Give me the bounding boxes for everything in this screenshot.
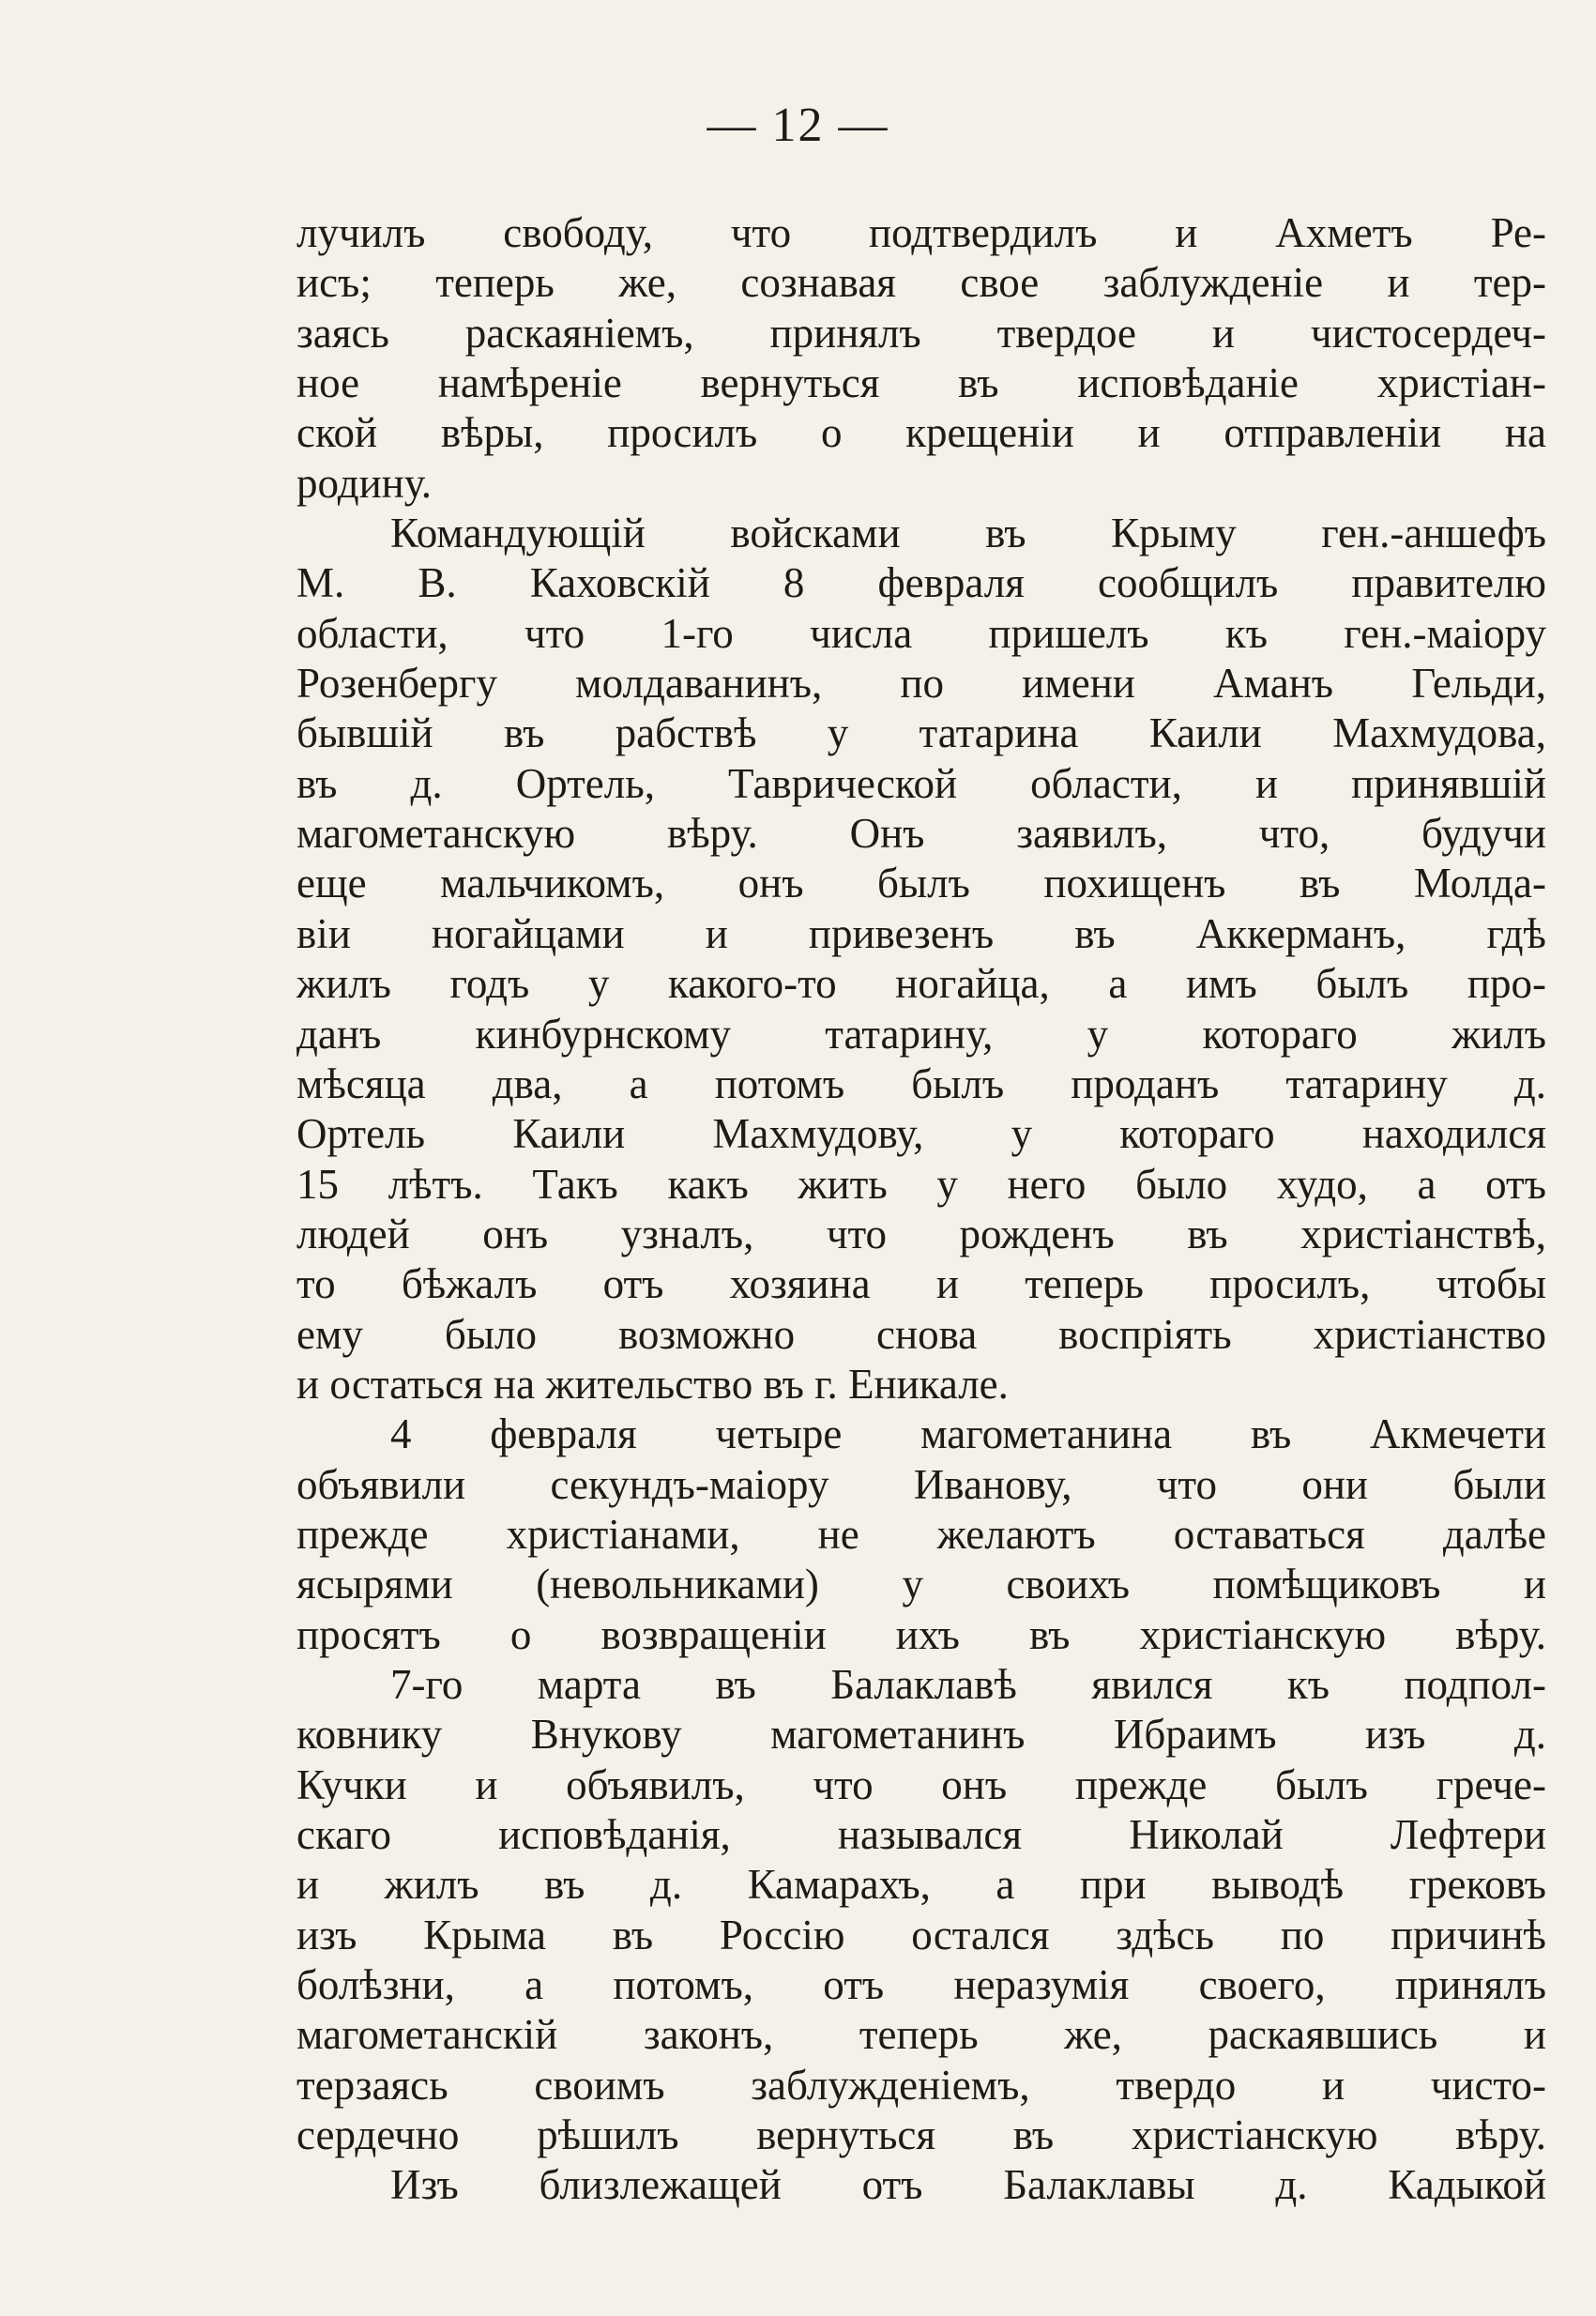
text-line: исъ; теперь же, сознавая свое заблужденіе и тер-	[296, 259, 1546, 307]
text-line: жилъ годъ у какого-то ногайца, а имъ былъ про-	[296, 960, 1546, 1008]
paragraph-start-line: Командующій войсками въ Крыму ген.-аншефъ	[390, 510, 1546, 557]
text-line: Ортель Каили Махмудову, у котораго находился	[296, 1110, 1546, 1158]
text-line: магометанскій законъ, теперь же, раскаявшись и	[296, 2011, 1546, 2059]
text-line: прежде христіанами, не желаютъ оставаться далѣе	[296, 1510, 1546, 1558]
text-line: віи ногайцами и привезенъ въ Аккерманъ, гдѣ	[296, 909, 1546, 957]
text-line: ясырями (невольниками) у своихъ помѣщиковъ и	[296, 1561, 1546, 1608]
text-line: ковнику Внукову магометанинъ Ибраимъ изъ д.	[296, 1711, 1546, 1759]
text-line: магометанскую вѣру. Онъ заявилъ, что, будучи	[296, 810, 1546, 858]
text-line: Розенбергу молдаванинъ, по имени Аманъ Гельди,	[296, 660, 1546, 708]
text-line: и жилъ въ д. Камарахъ, а при выводѣ грековъ	[296, 1861, 1546, 1909]
text-line: ской вѣры, просилъ о крещеніи и отправленіи на	[296, 409, 1546, 457]
text-line: М. В. Каховскій 8 февраля сообщилъ правителю	[296, 559, 1546, 607]
text-line: скаго исповѣданія, назывался Николай Лефтери	[296, 1811, 1546, 1858]
text-line: бывшій въ рабствѣ у татарина Каили Махмудова,	[296, 709, 1546, 757]
text-line: болѣзни, а потомъ, отъ неразумія своего, принялъ	[296, 1961, 1546, 2009]
text-line: сердечно рѣшилъ вернуться въ христіанскую вѣру.	[296, 2111, 1546, 2159]
text-line: изъ Крыма въ Россію остался здѣсь по причинѣ	[296, 1911, 1546, 1958]
paragraph-start-line: Изъ близлежащей отъ Балаклавы д. Кадыкой	[390, 2161, 1546, 2209]
text-line: людей онъ узналъ, что рожденъ въ христіанствѣ,	[296, 1210, 1546, 1257]
body-text	[296, 208, 1546, 2211]
text-line: просятъ о возвращеніи ихъ въ христіанскую вѣру.	[296, 1610, 1546, 1658]
text-line: то бѣжалъ отъ хозяина и теперь просилъ, чтобы	[296, 1260, 1546, 1308]
text-line: объявили секундъ-маіору Иванову, что они были	[296, 1460, 1546, 1508]
text-line: въ д. Ортель, Таврической области, и принявшій	[296, 759, 1546, 807]
paragraph-start-line: 4 февраля четыре магометанина въ Акмечети	[390, 1410, 1546, 1458]
text-line: области, что 1-го числа пришелъ къ ген.-маіору	[296, 609, 1546, 657]
text-line: ное намѣреніе вернуться въ исповѣданіе христіан-	[296, 359, 1546, 407]
text-line: родину.	[296, 459, 433, 507]
text-line: ему было возможно снова воспріять христіанство	[296, 1310, 1546, 1358]
paragraph-start-line: 7-го марта въ Балаклавѣ явился къ подпол-	[390, 1660, 1546, 1708]
text-line: терзаясь своимъ заблужденіемъ, твердо и чисто-	[296, 2061, 1546, 2109]
text-line: 15 лѣтъ. Такъ какъ жить у него было худо, а отъ	[296, 1160, 1546, 1208]
text-line: еще мальчикомъ, онъ былъ похищенъ въ Молда-	[296, 860, 1546, 907]
text-line: заясь раскаяніемъ, принялъ твердое и чистосердеч-	[296, 309, 1546, 357]
text-line: и остаться на жительство въ г. Еникале.	[296, 1360, 1009, 1408]
page-number: — 12 —	[707, 99, 889, 152]
text-line: лучилъ свободу, что подтвердилъ и Ахметъ Ре-	[296, 209, 1546, 256]
text-line: Кучки и объявилъ, что онъ прежде былъ грече-	[296, 1760, 1546, 1808]
text-line: мѣсяца два, а потомъ былъ проданъ татарину д.	[296, 1059, 1546, 1107]
text-line: данъ кинбурнскому татарину, у котораго жилъ	[296, 1010, 1546, 1058]
